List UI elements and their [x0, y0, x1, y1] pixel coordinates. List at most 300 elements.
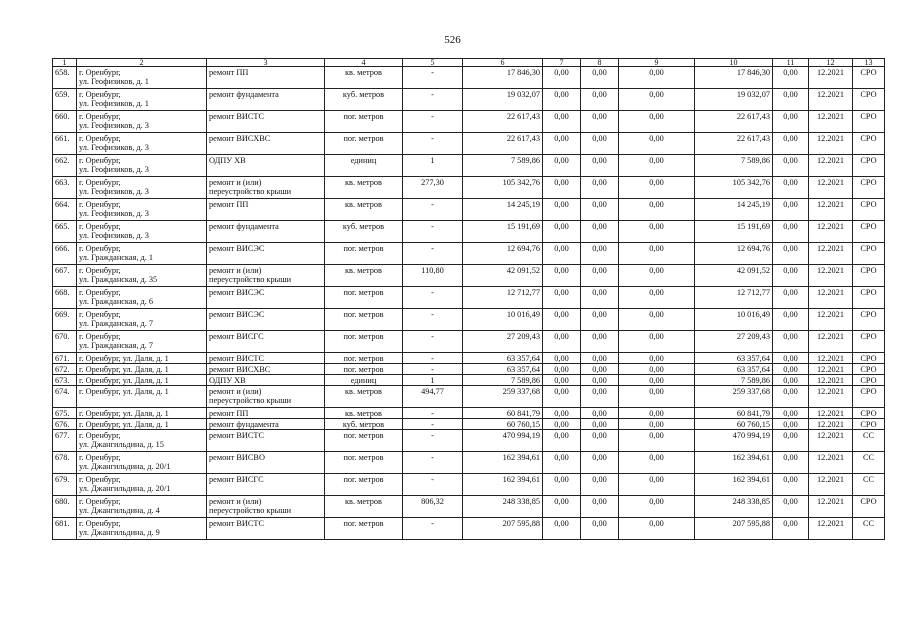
- budget-cell: 0,00: [581, 243, 619, 265]
- total-cost-cell: 10 016,49: [463, 309, 543, 331]
- row-number: 664.: [53, 199, 77, 221]
- address-cell: г. Оренбург, ул. Даля, д. 1: [77, 386, 207, 408]
- total-cost-cell: 22 617,43: [463, 133, 543, 155]
- other-cell: 0,00: [773, 375, 809, 386]
- owners-funds-cell: 14 245,19: [695, 199, 773, 221]
- fund-cell: 0,00: [543, 265, 581, 287]
- other-cell: 0,00: [773, 386, 809, 408]
- other-cell: 0,00: [773, 496, 809, 518]
- total-cost-cell: 207 595,88: [463, 518, 543, 540]
- budget-cell: 0,00: [581, 265, 619, 287]
- other-cell: 0,00: [773, 221, 809, 243]
- budget-cell: 0,00: [581, 111, 619, 133]
- fund-cell: 0,00: [543, 375, 581, 386]
- row-number: 678.: [53, 452, 77, 474]
- owners-funds-cell: 22 617,43: [695, 133, 773, 155]
- address-cell: г. Оренбург, ул. Гражданская, д. 1: [77, 243, 207, 265]
- deadline-cell: 12.2021: [809, 364, 853, 375]
- deadline-cell: 12.2021: [809, 133, 853, 155]
- unit-cell: кв. метров: [325, 265, 403, 287]
- owners-funds-cell: 162 394,61: [695, 452, 773, 474]
- fund-cell: 0,00: [543, 89, 581, 111]
- local-budget-cell: 0,00: [619, 111, 695, 133]
- unit-cell: кв. метров: [325, 177, 403, 199]
- budget-cell: 0,00: [581, 518, 619, 540]
- local-budget-cell: 0,00: [619, 67, 695, 89]
- work-type-cell: ремонт ВИСГС: [207, 331, 325, 353]
- deadline-cell: 12.2021: [809, 265, 853, 287]
- volume-cell: 110,80: [403, 265, 463, 287]
- fund-cell: 0,00: [543, 364, 581, 375]
- table-row: [53, 265, 885, 287]
- other-cell: 0,00: [773, 265, 809, 287]
- other-cell: 0,00: [773, 364, 809, 375]
- works-table: [52, 58, 885, 540]
- method-cell: СРО: [853, 309, 885, 331]
- budget-cell: 0,00: [581, 133, 619, 155]
- work-type-cell: ремонт ВИСГС: [207, 474, 325, 496]
- row-number: 666.: [53, 243, 77, 265]
- volume-cell: -: [403, 89, 463, 111]
- method-cell: СРО: [853, 287, 885, 309]
- method-cell: СРО: [853, 177, 885, 199]
- row-number: 669.: [53, 309, 77, 331]
- address-cell: г. Оренбург, ул. Джангильдина, д. 20/1: [77, 452, 207, 474]
- table-row: [53, 430, 885, 452]
- deadline-cell: 12.2021: [809, 199, 853, 221]
- row-number: 675.: [53, 408, 77, 419]
- other-cell: 0,00: [773, 331, 809, 353]
- row-number: 667.: [53, 265, 77, 287]
- total-cost-cell: 7 589,86: [463, 375, 543, 386]
- row-number: 663.: [53, 177, 77, 199]
- work-type-cell: ремонт ПП: [207, 67, 325, 89]
- local-budget-cell: 0,00: [619, 221, 695, 243]
- table-row: [53, 177, 885, 199]
- work-type-cell: ремонт ПП: [207, 408, 325, 419]
- owners-funds-cell: 10 016,49: [695, 309, 773, 331]
- unit-cell: пог. метров: [325, 364, 403, 375]
- row-number: 677.: [53, 430, 77, 452]
- address-cell: г. Оренбург, ул. Даля, д. 1: [77, 419, 207, 430]
- fund-cell: 0,00: [543, 419, 581, 430]
- other-cell: 0,00: [773, 155, 809, 177]
- row-number: 679.: [53, 474, 77, 496]
- column-header: 10: [695, 59, 773, 67]
- local-budget-cell: 0,00: [619, 353, 695, 364]
- total-cost-cell: 162 394,61: [463, 474, 543, 496]
- total-cost-cell: 259 337,68: [463, 386, 543, 408]
- volume-cell: 806,32: [403, 496, 463, 518]
- total-cost-cell: 105 342,76: [463, 177, 543, 199]
- fund-cell: 0,00: [543, 518, 581, 540]
- volume-cell: -: [403, 353, 463, 364]
- local-budget-cell: 0,00: [619, 452, 695, 474]
- address-cell: г. Оренбург, ул. Геофизиков, д. 3: [77, 199, 207, 221]
- deadline-cell: 12.2021: [809, 452, 853, 474]
- owners-funds-cell: 207 595,88: [695, 518, 773, 540]
- owners-funds-cell: 19 032,07: [695, 89, 773, 111]
- local-budget-cell: 0,00: [619, 177, 695, 199]
- owners-funds-cell: 162 394,61: [695, 474, 773, 496]
- work-type-cell: ремонт ВИСЭС: [207, 309, 325, 331]
- fund-cell: 0,00: [543, 221, 581, 243]
- address-cell: г. Оренбург, ул. Джангильдина, д. 9: [77, 518, 207, 540]
- unit-cell: пог. метров: [325, 243, 403, 265]
- budget-cell: 0,00: [581, 221, 619, 243]
- table-row: [53, 331, 885, 353]
- unit-cell: пог. метров: [325, 133, 403, 155]
- table-row: [53, 364, 885, 375]
- deadline-cell: 12.2021: [809, 221, 853, 243]
- column-header: 4: [325, 59, 403, 67]
- volume-cell: -: [403, 518, 463, 540]
- total-cost-cell: 27 209,43: [463, 331, 543, 353]
- budget-cell: 0,00: [581, 67, 619, 89]
- other-cell: 0,00: [773, 177, 809, 199]
- owners-funds-cell: 22 617,43: [695, 111, 773, 133]
- other-cell: 0,00: [773, 353, 809, 364]
- work-type-cell: ОДПУ ХВ: [207, 155, 325, 177]
- unit-cell: куб. метров: [325, 221, 403, 243]
- work-type-cell: ремонт и (или) переустройство крыши: [207, 386, 325, 408]
- address-cell: г. Оренбург, ул. Геофизиков, д. 3: [77, 177, 207, 199]
- address-cell: г. Оренбург, ул. Гражданская, д. 35: [77, 265, 207, 287]
- table-body: [53, 67, 885, 540]
- other-cell: 0,00: [773, 287, 809, 309]
- total-cost-cell: 15 191,69: [463, 221, 543, 243]
- volume-cell: 277,30: [403, 177, 463, 199]
- local-budget-cell: 0,00: [619, 474, 695, 496]
- row-number: 676.: [53, 419, 77, 430]
- method-cell: СРО: [853, 331, 885, 353]
- fund-cell: 0,00: [543, 67, 581, 89]
- other-cell: 0,00: [773, 309, 809, 331]
- row-number: 659.: [53, 89, 77, 111]
- fund-cell: 0,00: [543, 474, 581, 496]
- method-cell: СРО: [853, 221, 885, 243]
- volume-cell: 1: [403, 155, 463, 177]
- method-cell: СРО: [853, 111, 885, 133]
- column-header: 13: [853, 59, 885, 67]
- work-type-cell: ремонт и (или) переустройство крыши: [207, 496, 325, 518]
- address-cell: г. Оренбург, ул. Геофизиков, д. 3: [77, 133, 207, 155]
- local-budget-cell: 0,00: [619, 287, 695, 309]
- work-type-cell: ремонт ВИСТС: [207, 353, 325, 364]
- total-cost-cell: 63 357,64: [463, 364, 543, 375]
- volume-cell: -: [403, 364, 463, 375]
- table-row: [53, 496, 885, 518]
- row-number: 673.: [53, 375, 77, 386]
- budget-cell: 0,00: [581, 353, 619, 364]
- address-cell: г. Оренбург, ул. Джангильдина, д. 15: [77, 430, 207, 452]
- deadline-cell: 12.2021: [809, 430, 853, 452]
- work-type-cell: ремонт ВИСТС: [207, 430, 325, 452]
- fund-cell: 0,00: [543, 287, 581, 309]
- volume-cell: -: [403, 331, 463, 353]
- work-type-cell: ремонт ВИСВО: [207, 452, 325, 474]
- owners-funds-cell: 12 694,76: [695, 243, 773, 265]
- budget-cell: 0,00: [581, 419, 619, 430]
- table-row: [53, 199, 885, 221]
- address-cell: г. Оренбург, ул. Даля, д. 1: [77, 408, 207, 419]
- table-row: [53, 518, 885, 540]
- budget-cell: 0,00: [581, 375, 619, 386]
- local-budget-cell: 0,00: [619, 331, 695, 353]
- address-cell: г. Оренбург, ул. Даля, д. 1: [77, 353, 207, 364]
- column-header: 9: [619, 59, 695, 67]
- table-row: [53, 67, 885, 89]
- table-row: [53, 452, 885, 474]
- work-type-cell: ремонт фундамента: [207, 221, 325, 243]
- fund-cell: 0,00: [543, 155, 581, 177]
- budget-cell: 0,00: [581, 386, 619, 408]
- budget-cell: 0,00: [581, 496, 619, 518]
- deadline-cell: 12.2021: [809, 386, 853, 408]
- owners-funds-cell: 7 589,86: [695, 155, 773, 177]
- local-budget-cell: 0,00: [619, 419, 695, 430]
- column-header: 11: [773, 59, 809, 67]
- fund-cell: 0,00: [543, 386, 581, 408]
- work-type-cell: ремонт фундамента: [207, 419, 325, 430]
- method-cell: СРО: [853, 496, 885, 518]
- row-number: 681.: [53, 518, 77, 540]
- column-header: 8: [581, 59, 619, 67]
- fund-cell: 0,00: [543, 496, 581, 518]
- other-cell: 0,00: [773, 89, 809, 111]
- table-row: [53, 89, 885, 111]
- other-cell: 0,00: [773, 111, 809, 133]
- deadline-cell: 12.2021: [809, 474, 853, 496]
- unit-cell: пог. метров: [325, 474, 403, 496]
- owners-funds-cell: 259 337,68: [695, 386, 773, 408]
- table-row: [53, 111, 885, 133]
- unit-cell: кв. метров: [325, 67, 403, 89]
- method-cell: СРО: [853, 353, 885, 364]
- local-budget-cell: 0,00: [619, 133, 695, 155]
- owners-funds-cell: 17 846,30: [695, 67, 773, 89]
- volume-cell: -: [403, 287, 463, 309]
- address-cell: г. Оренбург, ул. Геофизиков, д. 1: [77, 89, 207, 111]
- fund-cell: 0,00: [543, 177, 581, 199]
- row-number: 665.: [53, 221, 77, 243]
- budget-cell: 0,00: [581, 199, 619, 221]
- volume-cell: -: [403, 111, 463, 133]
- work-type-cell: ремонт и (или) переустройство крыши: [207, 265, 325, 287]
- volume-cell: 494,77: [403, 386, 463, 408]
- table-row: [53, 386, 885, 408]
- method-cell: СРО: [853, 408, 885, 419]
- deadline-cell: 12.2021: [809, 309, 853, 331]
- other-cell: 0,00: [773, 408, 809, 419]
- fund-cell: 0,00: [543, 199, 581, 221]
- total-cost-cell: 248 338,85: [463, 496, 543, 518]
- local-budget-cell: 0,00: [619, 430, 695, 452]
- volume-cell: -: [403, 67, 463, 89]
- volume-cell: -: [403, 199, 463, 221]
- row-number: 660.: [53, 111, 77, 133]
- budget-cell: 0,00: [581, 309, 619, 331]
- column-header: 2: [77, 59, 207, 67]
- local-budget-cell: 0,00: [619, 199, 695, 221]
- fund-cell: 0,00: [543, 133, 581, 155]
- unit-cell: пог. метров: [325, 430, 403, 452]
- row-number: 668.: [53, 287, 77, 309]
- owners-funds-cell: 63 357,64: [695, 364, 773, 375]
- volume-cell: -: [403, 474, 463, 496]
- table-row: [53, 287, 885, 309]
- local-budget-cell: 0,00: [619, 408, 695, 419]
- work-type-cell: ремонт ВИСХВС: [207, 364, 325, 375]
- owners-funds-cell: 15 191,69: [695, 221, 773, 243]
- unit-cell: пог. метров: [325, 331, 403, 353]
- budget-cell: 0,00: [581, 287, 619, 309]
- owners-funds-cell: 105 342,76: [695, 177, 773, 199]
- local-budget-cell: 0,00: [619, 375, 695, 386]
- method-cell: СРО: [853, 243, 885, 265]
- address-cell: г. Оренбург, ул. Гражданская, д. 7: [77, 331, 207, 353]
- address-cell: г. Оренбург, ул. Даля, д. 1: [77, 375, 207, 386]
- unit-cell: единиц: [325, 155, 403, 177]
- local-budget-cell: 0,00: [619, 309, 695, 331]
- budget-cell: 0,00: [581, 364, 619, 375]
- deadline-cell: 12.2021: [809, 518, 853, 540]
- work-type-cell: ремонт ВИСХВС: [207, 133, 325, 155]
- volume-cell: -: [403, 430, 463, 452]
- work-type-cell: ремонт и (или) переустройство крыши: [207, 177, 325, 199]
- deadline-cell: 12.2021: [809, 111, 853, 133]
- fund-cell: 0,00: [543, 430, 581, 452]
- other-cell: 0,00: [773, 419, 809, 430]
- budget-cell: 0,00: [581, 430, 619, 452]
- deadline-cell: 12.2021: [809, 375, 853, 386]
- volume-cell: -: [403, 133, 463, 155]
- unit-cell: пог. метров: [325, 111, 403, 133]
- unit-cell: куб. метров: [325, 419, 403, 430]
- total-cost-cell: 19 032,07: [463, 89, 543, 111]
- owners-funds-cell: 248 338,85: [695, 496, 773, 518]
- page-number: 526: [444, 34, 461, 46]
- deadline-cell: 12.2021: [809, 419, 853, 430]
- method-cell: СРО: [853, 364, 885, 375]
- local-budget-cell: 0,00: [619, 364, 695, 375]
- method-cell: СРО: [853, 199, 885, 221]
- total-cost-cell: 7 589,86: [463, 155, 543, 177]
- row-number: 670.: [53, 331, 77, 353]
- fund-cell: 0,00: [543, 111, 581, 133]
- address-cell: г. Оренбург, ул. Геофизиков, д. 3: [77, 221, 207, 243]
- unit-cell: пог. метров: [325, 452, 403, 474]
- budget-cell: 0,00: [581, 177, 619, 199]
- budget-cell: 0,00: [581, 408, 619, 419]
- deadline-cell: 12.2021: [809, 155, 853, 177]
- total-cost-cell: 162 394,61: [463, 452, 543, 474]
- work-type-cell: ОДПУ ХВ: [207, 375, 325, 386]
- deadline-cell: 12.2021: [809, 243, 853, 265]
- table-row: [53, 243, 885, 265]
- local-budget-cell: 0,00: [619, 496, 695, 518]
- total-cost-cell: 60 841,79: [463, 408, 543, 419]
- other-cell: 0,00: [773, 518, 809, 540]
- owners-funds-cell: 60 760,15: [695, 419, 773, 430]
- method-cell: СРО: [853, 133, 885, 155]
- table-row: [53, 221, 885, 243]
- column-header: 7: [543, 59, 581, 67]
- work-type-cell: ремонт фундамента: [207, 89, 325, 111]
- unit-cell: единиц: [325, 375, 403, 386]
- deadline-cell: 12.2021: [809, 67, 853, 89]
- row-number: 662.: [53, 155, 77, 177]
- total-cost-cell: 12 694,76: [463, 243, 543, 265]
- other-cell: 0,00: [773, 133, 809, 155]
- unit-cell: куб. метров: [325, 89, 403, 111]
- total-cost-cell: 60 760,15: [463, 419, 543, 430]
- row-number: 674.: [53, 386, 77, 408]
- owners-funds-cell: 12 712,77: [695, 287, 773, 309]
- unit-cell: кв. метров: [325, 496, 403, 518]
- address-cell: г. Оренбург, ул. Гражданская, д. 6: [77, 287, 207, 309]
- other-cell: 0,00: [773, 430, 809, 452]
- unit-cell: кв. метров: [325, 408, 403, 419]
- table-row: [53, 375, 885, 386]
- address-cell: г. Оренбург, ул. Геофизиков, д. 3: [77, 111, 207, 133]
- row-number: 680.: [53, 496, 77, 518]
- table-row: [53, 408, 885, 419]
- address-cell: г. Оренбург, ул. Геофизиков, д. 1: [77, 67, 207, 89]
- table-row: [53, 309, 885, 331]
- total-cost-cell: 22 617,43: [463, 111, 543, 133]
- address-cell: г. Оренбург, ул. Геофизиков, д. 3: [77, 155, 207, 177]
- other-cell: 0,00: [773, 67, 809, 89]
- deadline-cell: 12.2021: [809, 408, 853, 419]
- method-cell: СС: [853, 430, 885, 452]
- unit-cell: пог. метров: [325, 518, 403, 540]
- row-number: 661.: [53, 133, 77, 155]
- total-cost-cell: 17 846,30: [463, 67, 543, 89]
- unit-cell: кв. метров: [325, 386, 403, 408]
- local-budget-cell: 0,00: [619, 386, 695, 408]
- table-row: [53, 474, 885, 496]
- fund-cell: 0,00: [543, 353, 581, 364]
- owners-funds-cell: 60 841,79: [695, 408, 773, 419]
- fund-cell: 0,00: [543, 309, 581, 331]
- local-budget-cell: 0,00: [619, 155, 695, 177]
- column-header: 12: [809, 59, 853, 67]
- other-cell: 0,00: [773, 243, 809, 265]
- fund-cell: 0,00: [543, 243, 581, 265]
- volume-cell: -: [403, 452, 463, 474]
- owners-funds-cell: 7 589,86: [695, 375, 773, 386]
- owners-funds-cell: 27 209,43: [695, 331, 773, 353]
- method-cell: СРО: [853, 89, 885, 111]
- method-cell: СРО: [853, 375, 885, 386]
- header-row: [53, 59, 885, 67]
- other-cell: 0,00: [773, 199, 809, 221]
- local-budget-cell: 0,00: [619, 243, 695, 265]
- deadline-cell: 12.2021: [809, 353, 853, 364]
- column-header: 6: [463, 59, 543, 67]
- method-cell: СРО: [853, 265, 885, 287]
- other-cell: 0,00: [773, 474, 809, 496]
- unit-cell: пог. метров: [325, 287, 403, 309]
- volume-cell: -: [403, 408, 463, 419]
- method-cell: СС: [853, 518, 885, 540]
- budget-cell: 0,00: [581, 331, 619, 353]
- unit-cell: пог. метров: [325, 309, 403, 331]
- owners-funds-cell: 470 994,19: [695, 430, 773, 452]
- table-row: [53, 133, 885, 155]
- work-type-cell: ремонт ВИСЭС: [207, 243, 325, 265]
